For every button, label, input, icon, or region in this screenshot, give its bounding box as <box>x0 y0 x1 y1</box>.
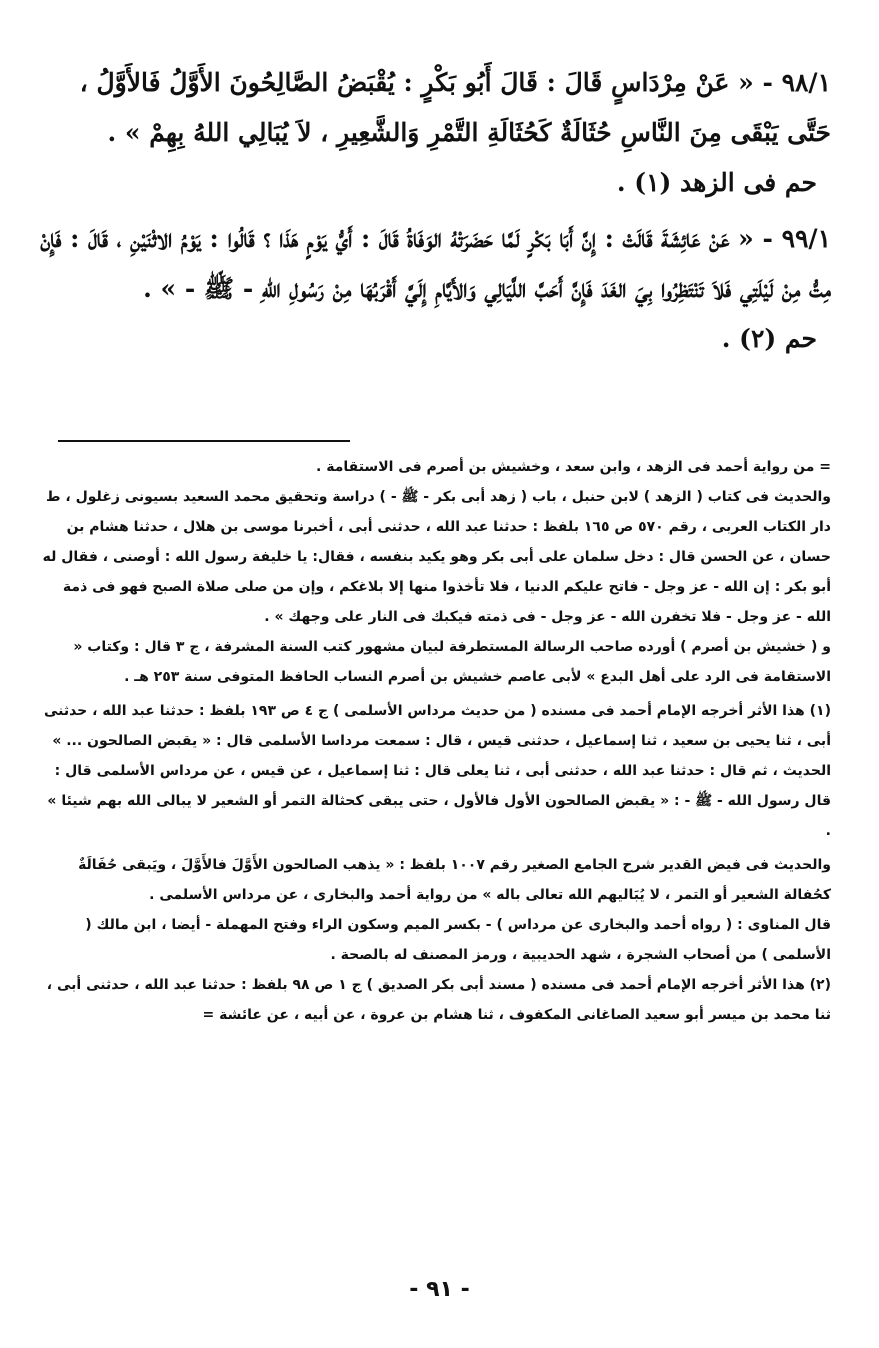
footnote-separator <box>58 440 350 442</box>
main-text-block <box>40 58 831 364</box>
hadith-98-reference: حم فى الزهد (١) . <box>616 168 817 197</box>
page-number: - ٩١ - <box>409 1277 470 1302</box>
footnote-continuation: = من رواية أحمد فى الزهد ، وابن سعد ، وخشيش بن أصرم فى الاستقامة . <box>316 459 831 475</box>
footnote-1-fayd: والحديث فى فيض القدير شرح الجامع الصغير رقم ١٠٠٧ بلفظ : « يذهب الصالحون الأَوَّلَ فالأَوَّلَ ، ويَبقى حُفَالَةٌ كحُفالة الشعير أو التمر ، لا يُبَاليهم الله تعالى باله » من رواية أحمد والبخارى ، عن مرداس الأسلمى . <box>78 857 831 903</box>
footnote-1-munawi: قال المناوى : ( رواه أحمد والبخارى عن مرداس ) - بكسر الميم وسكون الراء وفتح المهملة - أيضا ، ابن مالك ( الأسلمى ) من أصحاب الشجرة ، شهد الحديبية ، ورمز المصنف له بالصحة . <box>85 917 831 963</box>
footnote-1: (١) هذا الأثر أخرجه الإمام أحمد فى مسنده ( من حديث مرداس الأسلمى ) ج ٤ ص ١٩٣ بلفظ : حدثنا عبد الله ، حدثنى أبى ، ثنا يحيى بن سعيد ، ثنا إسماعيل ، حدثنى قيس ، قال : سمعت مرداسا الأسلمى قال : « يقبض الصالحون ... » الحديث ، ثم قال : حدثنا عبد الله ، حدثنى أبى ، ثنا يعلى قال : ثنا إسماعيل ، عن قيس ، عن مرداس الأسلمى قال : قال رسول الله - ﷺ - : « يقبض الصالحون الأول فالأول ، حتى يبقى كحثالة التمر أو الشعير لا يبالى الله بهم شيئا » . <box>43 703 831 839</box>
hadith-99: ٩٩/١ - « عَنْ عَائِشَةَ قَالَتْ : إِنَّ أَبَا بَكْرٍ لَمَّا حَضَرَتْهُ الوَفَاةُ قَالَ : أَيُّ يَوْمٍ هَذَا ؟ قَالُوا : يَوْمُ الاثْنَيْنِ ، قَالَ : فَإِنْ مِتُّ مِنْ لَيْلَتِي فَلاَ تَنْتَظِرُوا بِيَ الغَدَ فَإِنَّ أَحَبَّ اللَّيَالِي وَالأَيَّامِ إِلَيَّ أَقْرَبُهَا مِنْ رَسُولِ اللهِ - ﷺ - » . <box>40 224 831 303</box>
footnote-khushaysh: و ( خشيش بن أصرم ) أورده صاحب الرسالة المستطرفة لبيان مشهور كتب السنة المشرفة ، ج ٣ قال : وكتاب « الاستقامة فى الرد على أهل البدع » لأبى عاصم خشيش بن أصرم النساب الحافظ المتوفى سنة ٢٥٣ هـ . <box>73 639 831 685</box>
hadith-98: ٩٨/١ - « عَنْ مِرْدَاسٍ قَالَ : قَالَ أَبُو بَكْرٍ : يُقْبَضُ الصَّالِحُونَ الأَوَّلُ فَالأَوَّلُ ، حَتَّى يَبْقَى مِنَ النَّاسِ حُثَالَةٌ كَحُثَالَةِ التَّمْرِ وَالشَّعِيرِ ، لاَ يُبَالِي اللهُ بِهِمْ » . <box>79 68 831 147</box>
footnotes-block <box>40 452 831 1030</box>
footnote-2: (٢) هذا الأثر أخرجه الإمام أحمد فى مسنده ( مسند أبى بكر الصديق ) ج ١ ص ٩٨ بلفظ : حدثنا عبد الله ، حدثنى أبى ، ثنا محمد بن ميسر أبو سعيد الصاغانى المكفوف ، ثنا هشام بن عروة ، عن أبيه ، عن عائشة = <box>46 977 831 1023</box>
hadith-99-reference: حم (٢) . <box>721 324 817 353</box>
footnote-zuhd-text: والحديث فى كتاب ( الزهد ) لابن حنبل ، باب ( زهد أبى بكر - ﷺ - ) دراسة وتحقيق محمد السعيد بسيونى زغلول ، ط دار الكتاب العربى ، رقم ٥٧٠ ص ١٦٥ بلفظ : حدثنا عبد الله ، حدثنى أبى ، أخبرنا موسى بن هلال ، حدثنا هشام بن حسان ، عن الحسن قال : دخل سلمان على أبى بكر وهو يكيد بنفسه ، فقال: يا خليفة رسول الله : أوصنى ، فقال له أبو بكر : إن الله - عز وجل - فاتح عليكم الدنيا ، فلا تأخذوا منها إلا بلاغكم ، وإن من صلى صلاة الصبح فهو فى ذمة الله - عز وجل - فلا تخفرن الله - عز وجل - فى ذمته فيكبك فى النار على وجهك » . <box>42 489 831 625</box>
